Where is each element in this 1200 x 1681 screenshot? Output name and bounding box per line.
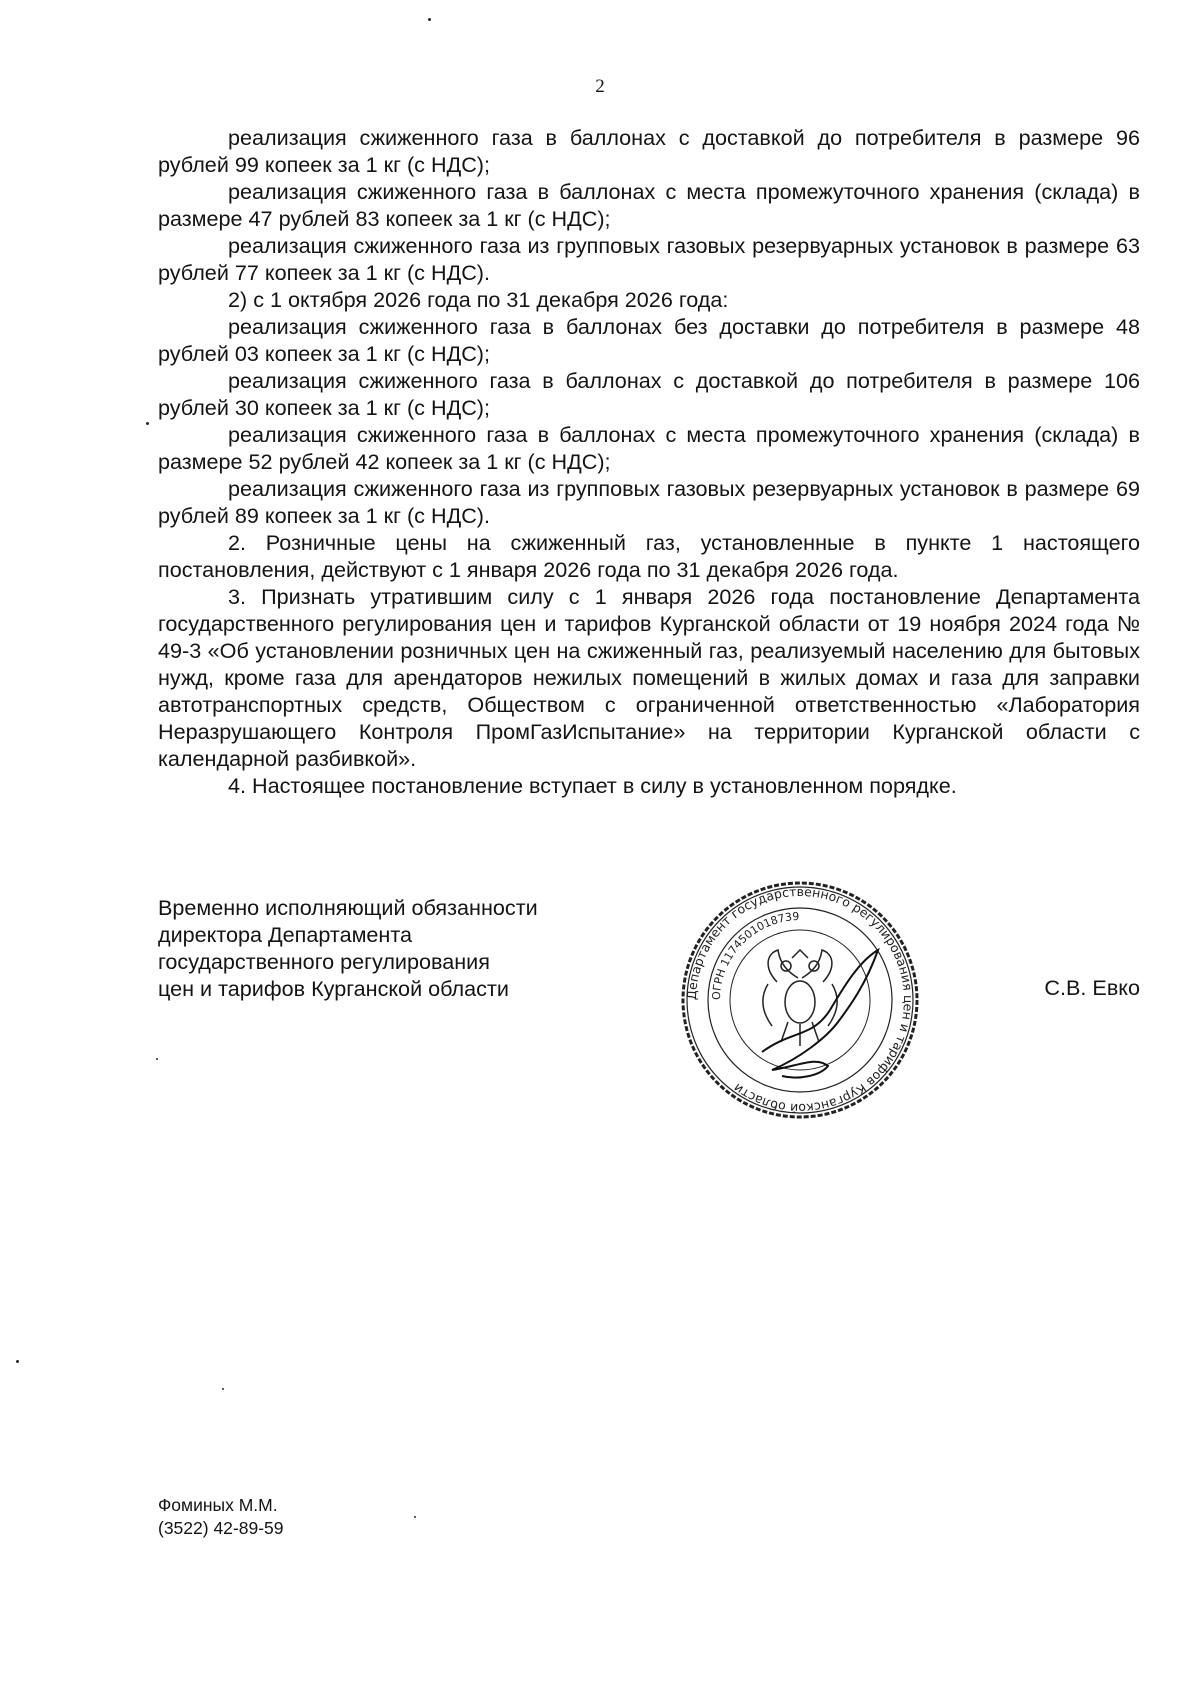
- paragraph: реализация сжиженного газа из групповых газовых резервуарных установок в размере 69 рублей 89 копеек за 1 кг (с НДС).: [158, 476, 1140, 528]
- executor-name: Фоминых М.М.: [158, 1495, 278, 1515]
- paragraph: реализация сжиженного газа в баллонах с места промежуточного хранения (склада) в размере 47 рублей 83 копеек за 1 кг (с НДС);: [158, 179, 1140, 231]
- double-headed-eagle-emblem: [763, 950, 837, 1046]
- paragraph: реализация сжиженного газа в баллонах с доставкой до потребителя в размере 96 рублей 99 копеек за 1 кг (с НДС);: [158, 125, 1140, 177]
- paragraph: реализация сжиженного газа в баллонах без доставки до потребителя в размере 48 рублей 03 копеек за 1 кг (с НДС);: [158, 314, 1140, 366]
- signatory-position-line: цен и тарифов Курганской области: [158, 976, 509, 1001]
- scan-speck: [146, 422, 149, 425]
- paragraph: 2) с 1 октября 2026 года по 31 декабря 2026 года:: [228, 287, 729, 312]
- paragraph: 4. Настоящее постановление вступает в силу в установленном порядке.: [228, 773, 957, 798]
- paragraph: 3. Признать утратившим силу с 1 января 2026 года постановление Департамента государственного регулирования цен и тарифов Курганской области от 19 ноября 2024 года № 49-3 «Об установлении розничных цен на сжиженный газ, реализуемый населению для бытовых нужд, кроме газа для арендаторов нежилых помещений в жилых домах и газа для заправки автотранспортных средств, Обществом с ограниченной ответственностью «Лаборатория Неразрушающего Контроля ПромГазИспытание» на территории Курганской области с календарной разбивкой».: [158, 584, 1140, 771]
- signatory-position: [158, 894, 538, 1002]
- scan-speck: [16, 1360, 19, 1363]
- signatory-position-line: Временно исполняющий обязанности: [158, 895, 538, 920]
- signatory-position-line: государственного регулирования: [158, 949, 490, 974]
- stamp-outer-textpath: Департамент государственного регулирования цен и тарифов Курганской области: [683, 883, 917, 1117]
- handwritten-signature: [762, 950, 878, 1078]
- stamp-inner-textpath: ОГРН 1174501018739: [709, 909, 800, 1001]
- scan-speck: [428, 18, 431, 21]
- paragraph: 2. Розничные цены на сжиженный газ, установленные в пункте 1 настоящего постановления, действуют с 1 января 2026 года по 31 декабря 2026 года.: [158, 530, 1140, 582]
- scan-speck: [156, 1058, 158, 1060]
- signatory-position-line: директора Департамента: [158, 922, 413, 947]
- paragraph: реализация сжиженного газа в баллонах с доставкой до потребителя в размере 106 рублей 30 копеек за 1 кг (с НДС);: [158, 368, 1140, 420]
- scan-speck: [222, 1388, 224, 1390]
- stamp-inner-text: [710, 910, 800, 1000]
- paragraph: реализация сжиженного газа в баллонах с места промежуточного хранения (склада) в размере 52 рублей 42 копеек за 1 кг (с НДС);: [158, 422, 1140, 474]
- executor-contact: [158, 1494, 284, 1540]
- signatory-name: С.В. Евко: [1044, 975, 1140, 1000]
- page-number: 2: [595, 76, 605, 97]
- executor-phone: (3522) 42-89-59: [158, 1518, 284, 1538]
- scan-speck: [414, 1516, 416, 1518]
- paragraph: реализация сжиженного газа из групповых газовых резервуарных установок в размере 63 рублей 77 копеек за 1 кг (с НДС).: [158, 233, 1140, 285]
- document-body: [158, 124, 1140, 799]
- official-stamp: [680, 880, 920, 1120]
